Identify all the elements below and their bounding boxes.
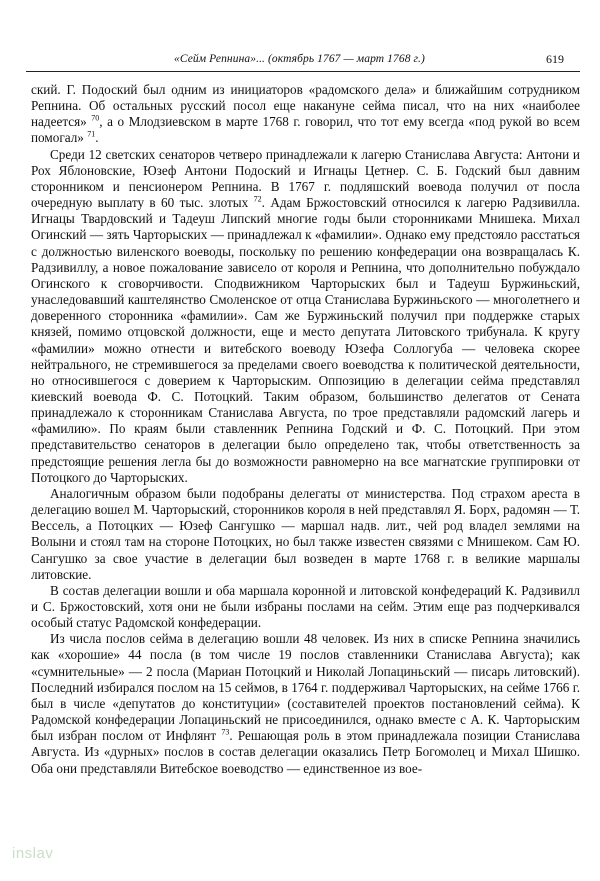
text-run: Из числа послов сейма в делегацию вошли 48 человек. Из них в списке Репнина значились как «хорошие» 44 посла (в том числе 19 послов ставленники Станислава Августа); как «сумнительные» — 2 посла (Мариан Потоцкий и Николай Лопациньский — писарь литовский). Последний избирался послом на 15 сеймов, в 1764 г. поддерживал Чарторыских, на сейме 1766 г. был в числе «депутатов до конституции» (составителей проектов постановлений сейма). К Радомской конфедерации Лопациньский не присоединился, однако вместе с А. К. Чарторыским был избран послом от Инфлянт: [31, 631, 580, 744]
footnote-ref-71: 71: [87, 130, 96, 140]
footnote-ref-73: 73: [221, 727, 230, 737]
running-head: «Сейм Репнина»... (октябрь 1767 — март 1768 г.): [174, 53, 425, 65]
text-run: . Решающая роль в этом принадлежала позиции Станислава Августа. Из «дурных» послов в состав делегации оказались Петр Богомолец и Михал Шишко. Оба они представляли Витебское воеводство — единственное из вое-: [31, 728, 581, 776]
page-number: 619: [546, 52, 564, 66]
watermark-text: inslav: [12, 845, 54, 862]
paragraph: [31, 631, 580, 776]
paragraph: [31, 147, 580, 486]
text-run: Среди 12 светских сенаторов четверо принадлежали к лагерю Станислава Августа: Антони и Рох Яблоновские, Юзеф Антони Подоский и Игнацы Цетнер. С. Б. Годский был давним сторонником и пенсионером Репнина. В 1767 г. подляшский воевода получил от посла очередную выплату в 60 тыс. злотых: [31, 146, 580, 211]
text-run: . Адам Бржостовский относился к лагерю Радзивилла. Игнацы Твардовский и Тадеуш Липский многие годы были сторонниками Мнишека. Михал Огинский — зять Чарторыских — принадлежал к «фамилии». Однако ему предстояло расстаться с должностью виленского воеводы, поскольку по решению конфедерации она возвращалась К. Радзивиллу, а новое пожалование зависело от короля и Репнина, что дополнительно побуждало Огинского к сговорчивости. Сподвижником Чарторыских был и Тадеуш Буржиньский, унаследовавший каштелянство Смоленское от отца Станислава Буржиньского — многолетнего и доверенного сторонника «фамилии». Сам же Буржиньский получил при поддержке старых князей, помимо отцовской должности, еще и место депутата Литовского трибунала. К кругу «фамилии» можно отнести и витебского воеводу Юзефа Соллогуба — человека скорее нейтрального, не стремившегося за пределами своего воеводства к политической деятельности, но относившегося с доверием к Чарторыским. Оппозицию в делегации сейма представлял киевский воевода Ф. С. Потоцкий. Таким образом, большинство делегатов от Сената принадлежало к сторонникам Станислава Августа, по трое представляли радомский лагерь и «фамилию». По краям были ставленник Репнина Годский и Ф. С. Потоцкий. При этом представительство сенаторов в делегации было определено так, чтобы ответственность за предстоящие решения легла бы до возможности равномерно на все магнатские группировки от Потоцкого до Чарторыских.: [31, 195, 581, 485]
header-rule: [26, 71, 580, 72]
text-run: , а о Млодзиевском в марте 1768 г. говорил, что тот ему всегда «под рукой во всем помогал»: [31, 114, 581, 146]
body-text: [31, 82, 580, 777]
text-run: В состав делегации вошли и оба маршала коронной и литовской конфедераций К. Радзивилл и С. Бржостовский, хотя они не были избраны послами на сейм. Этим еще раз подчеркивался особый статус Радомской конфедерации.: [31, 582, 580, 631]
text-run: Аналогичным образом были подобраны делегаты от министерства. Под страхом ареста в делегацию вошел М. Чарторыский, сторонников короля в ней представлял Я. Борх, радомян — Т. Вессель, а Потоцких — Юзеф Сангушко — маршал надв. лит., чей род владел землями на Волыни и стоял там на стороне Потоцких, но был также известен связями с Мнишеком. Сам Ю. Сангушко за свое участие в делегации был возведен в марте 1768 г. в великие маршалы литовские.: [31, 485, 580, 582]
paragraph: [31, 82, 580, 147]
paragraph: [31, 486, 580, 583]
text-run: .: [95, 130, 99, 146]
footnote-ref-72: 72: [253, 194, 262, 204]
text-run: ский. Г. Подоский был одним из инициаторов «радомского дела» и ближайшим сотрудником Репнина. Об остальных русский посол еще накануне сейма писал, что на них «наиболее надеется»: [31, 82, 580, 130]
footnote-ref-70: 70: [91, 113, 100, 123]
paragraph: [31, 583, 580, 631]
